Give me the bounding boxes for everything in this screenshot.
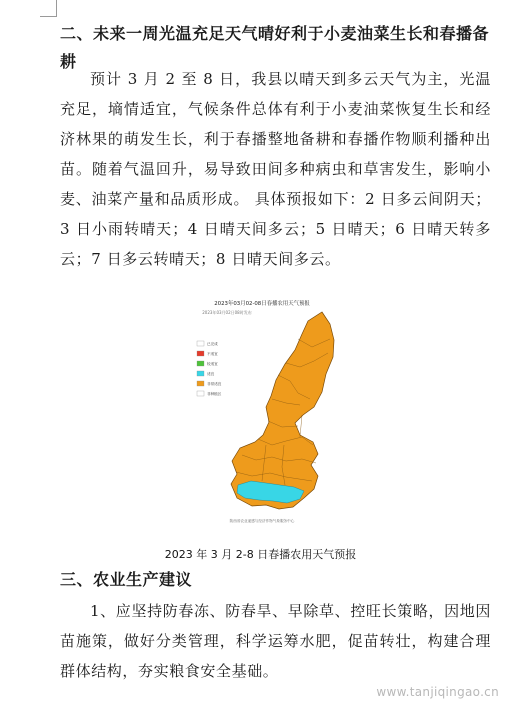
figure-caption: 2023 年 3 月 2-8 日春播农用天气预报 <box>164 548 357 561</box>
map-subtitle: 2023年03月02日08时发布 <box>202 310 252 315</box>
legend-swatch-non-planting <box>197 391 204 396</box>
legend-swatch-suitable <box>197 371 204 376</box>
map-title: 2023年03月02-08日春播农用天气预报 <box>214 301 310 307</box>
legend-label: 适宜 <box>207 372 215 376</box>
legend-swatch-unsuitable <box>197 351 204 356</box>
province-region <box>231 312 334 509</box>
section-2-heading: 二、未来一周光温充足天气晴好利于小麦油菜生长和春播备耕 <box>60 24 490 71</box>
legend-label: 非种植区 <box>207 392 222 396</box>
crop-mark-vertical <box>56 0 57 16</box>
section-3-paragraph: 1、应坚持防春冻、防春旱、早除草、控旺长策略，因地因苗施策，做好分类管理，科学运筹水肥，促苗转壮，构建合理群体结构，夯实粮食安全基础。 <box>60 602 491 680</box>
forecast-map <box>182 295 342 525</box>
site-watermark: www.tanjiqingao.cn <box>376 685 499 699</box>
legend-label: 已完成 <box>207 342 218 346</box>
legend-label: 不适宜 <box>207 352 218 356</box>
crop-mark-horizontal <box>40 16 57 17</box>
section-2-paragraph: 预计 3 月 2 至 8 日，我县以晴天到多云天气为主，光温充足，墒情适宜，气候条件总体有利于小麦油菜恢复生长和经济林果的萌发生长，利于春播整地备耕和春播作物顺利播种出苗。随着气温回升，易导致田间多种病虫和草害发生，影响小麦、油菜产量和品质形成。 具体预报如下：2 日多云间阴天；3 日小雨转晴天；4 日晴天间多云；5 日晴天；6 日晴天转多云；7 日多云转晴天；8 日晴天间多云。 <box>60 70 491 268</box>
section-3-heading: 三、农业生产建议 <box>60 570 193 589</box>
legend-label: 较适宜 <box>207 362 218 366</box>
legend-swatch-very-suitable <box>197 381 204 386</box>
legend-label: 非常适宜 <box>207 382 222 386</box>
map-legend <box>197 341 222 396</box>
forecast-map-figure <box>182 295 342 525</box>
legend-swatch-fairly-suitable <box>197 361 204 366</box>
map-credit: 陕西省农业遥感与经济作物气象服务中心 <box>229 519 295 523</box>
legend-swatch-completed <box>197 341 204 346</box>
